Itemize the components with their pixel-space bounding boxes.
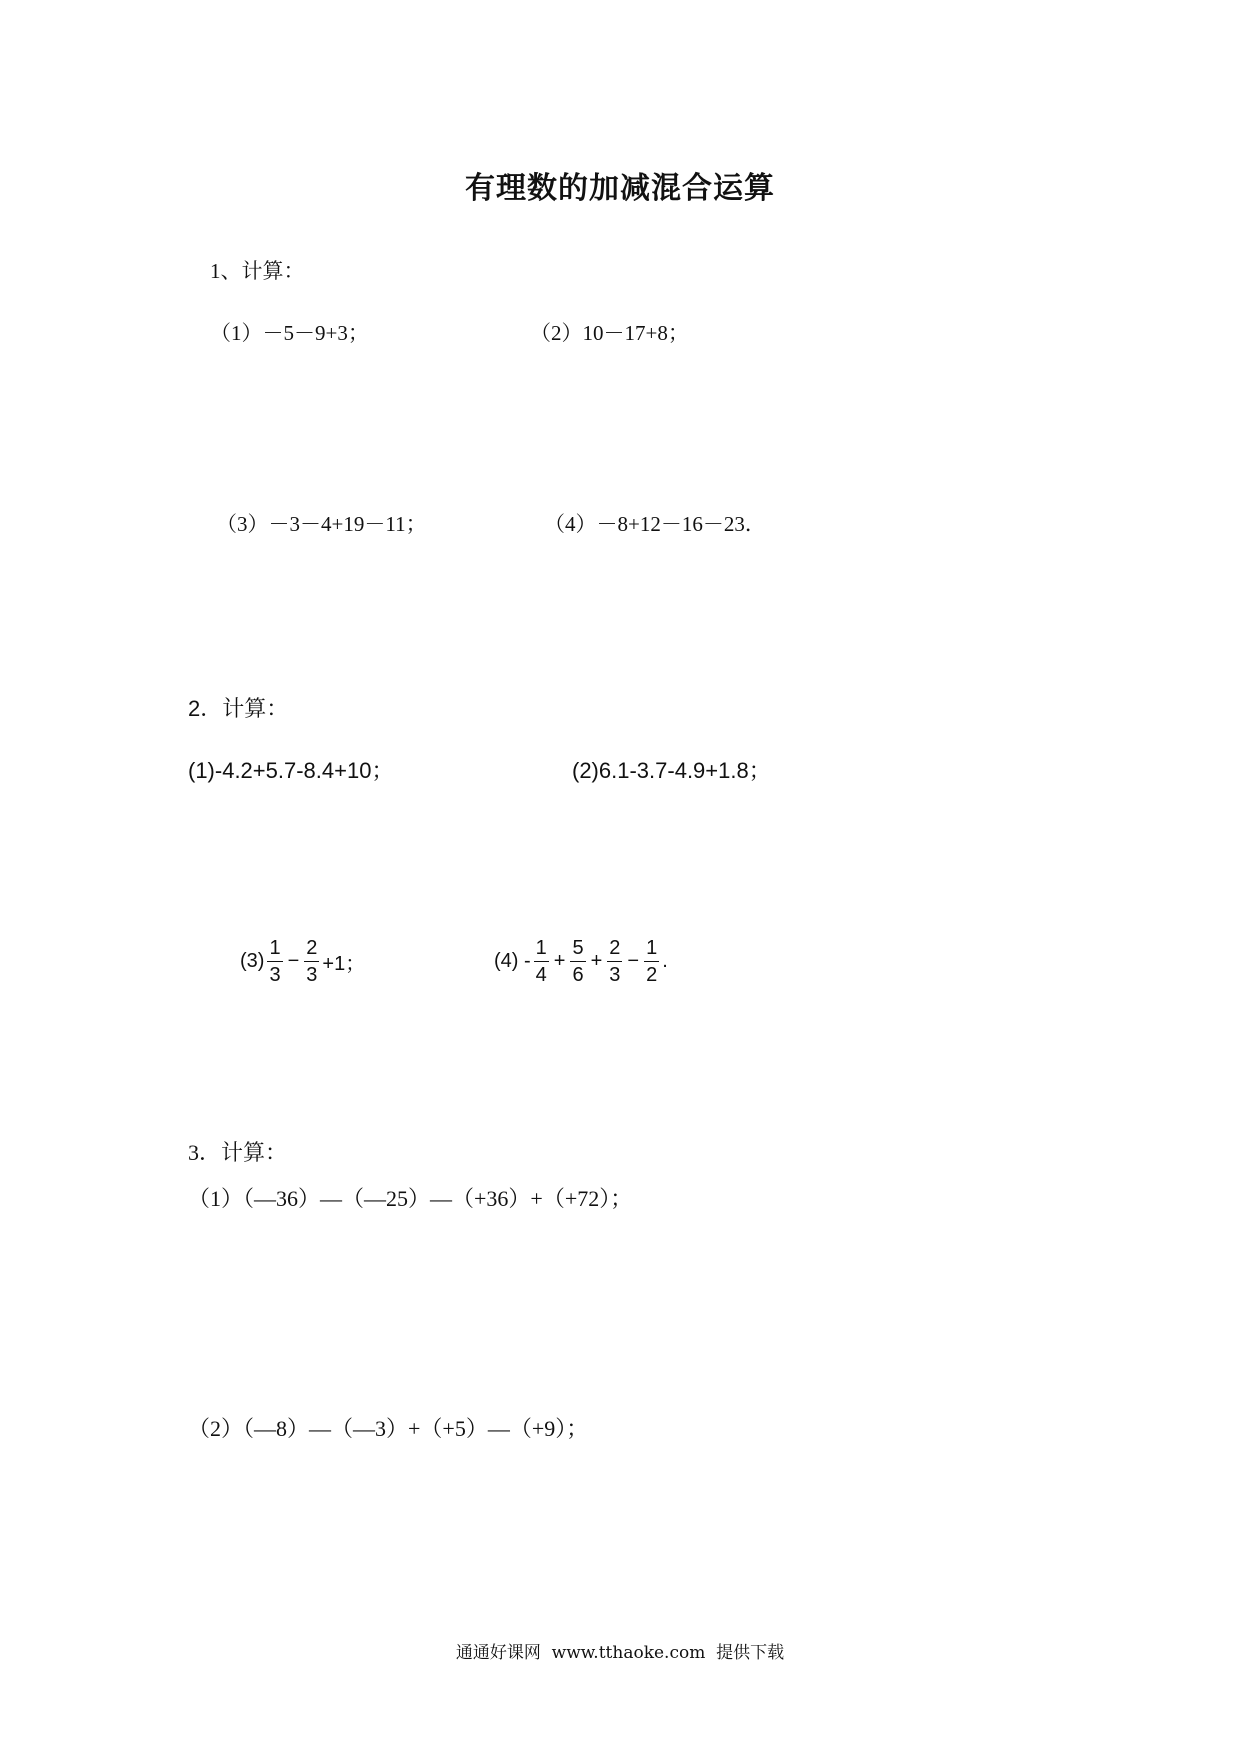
problem-1-2: （2）10－17+8；	[530, 321, 689, 345]
footer-credit: 通通好课网 www.tthaoke.com 提供下载	[455, 1643, 785, 1663]
problem-2-1: (1)-4.2+5.7-8.4+10；	[188, 758, 394, 783]
problem-3-2: （2）（—8）—（—3）+（+5）—（+9）；	[188, 1416, 589, 1441]
section-2-heading: 2．计算：	[188, 696, 289, 721]
problem-2-3-label: (3)	[240, 950, 265, 972]
problem-2-4-label: (4) -	[494, 950, 531, 972]
fraction-1-4: $\frac{1}{4}$	[535, 937, 547, 986]
fraction-1-3: $\frac{1}{3}$	[269, 937, 281, 986]
fraction-5-6: $\frac{5}{6}$	[572, 937, 584, 986]
fraction-1-2: $\frac{1}{2}$	[646, 937, 658, 986]
section-1-heading: 1、计算：	[210, 259, 305, 283]
problem-1-1: （1）－5－9+3；	[210, 321, 369, 345]
section-3-heading: 3．计算：	[188, 1140, 288, 1165]
page-title: 有理数的加减混合运算	[465, 171, 775, 206]
fraction-2-3b: $\frac{2}{3}$	[609, 937, 621, 986]
fraction-2-3: $\frac{2}{3}$	[306, 937, 318, 986]
problem-3-1: （1）（—36）—（—25）—（+36）+（+72）；	[188, 1186, 633, 1211]
problem-1-3: （3）－3－4+19－11；	[216, 512, 427, 536]
problem-2-3: (3) $\frac{1}{3}$ − $\frac{2}{3}$ +1；	[240, 937, 366, 986]
problem-2-4: (4) - $\frac{1}{4}$ + $\frac{5}{6}$ + $\frac{2}{3}$ − $\frac{1}{2}$ .	[494, 937, 668, 986]
problem-2-2: (2)6.1-3.7-4.9+1.8；	[572, 758, 771, 783]
problem-1-4: （4）－8+12－16－23．	[544, 512, 766, 536]
